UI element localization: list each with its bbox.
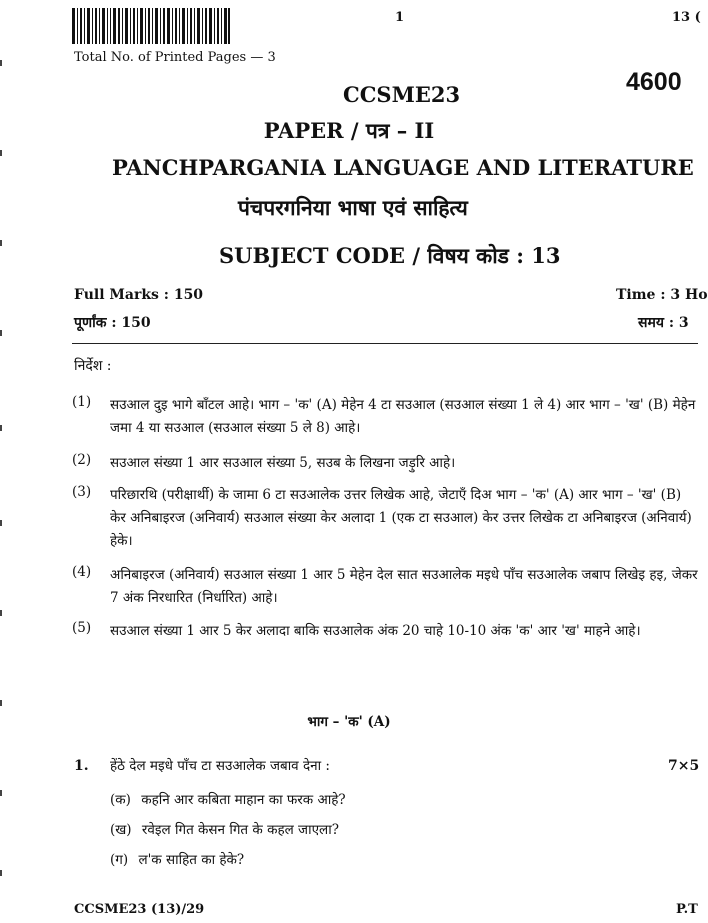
instruction-text: अनिबाइरज (अनिवार्य) सउआल संख्या 1 आर 5 मेहेन देल सात सउआलेक मइधे पाँच सउआलेक जबाप लिखेइ हइ, जेकर 7 अंक निरधारित (निर्धारित) आहे। [110,567,698,606]
sub-question-label: (क) [110,792,131,808]
sub-question-text: कहनि आर कबिता माहान का फरक आहे? [141,792,346,808]
footer-code: CCSME23 (13)/29 [74,902,205,917]
footer-pto: P.T [676,902,698,917]
subject-code: SUBJECT CODE / विषय कोड : 13 [219,243,561,268]
instructions-heading: निर्देश : [74,358,112,374]
instruction-number: (4) [72,564,92,580]
barcode [72,8,230,44]
sub-question-text: रवेइल गित केसन गित के कहल जाएला? [141,822,339,838]
page-code-top-right: 13 ( [672,10,701,25]
instruction-number: (1) [72,394,92,410]
instruction-number: (2) [72,452,92,468]
serial-number: 4600 [626,68,682,96]
instruction-text: परिछारथि (परीक्षार्थी) के जामा 6 टा सउआलेक उत्तर लिखेक आहे, जेटाएँ दिअ भाग – 'क' (A) आर भाग – 'ख' (B) केर अनिबाइरज (अनिवार्य) सउआल संख्या केर अलादा 1 (एक टा सउआल) केर उत्तर लिखेक टा अनिबाइरज (अनिवार्य) हेके। [110,487,692,549]
sub-question [110,820,339,838]
paper-title: PAPER / पत्र – II [263,118,435,143]
question-number: 1. [74,758,89,774]
printed-pages-note: Total No. of Printed Pages — 3 [74,50,276,65]
sub-question-label: (ख) [110,822,132,838]
subject-title-hindi: पंचपरगनिया भाषा एवं साहित्य [238,195,468,220]
sub-question-text: ल'क साहित का हेके? [138,852,245,868]
divider-rule [72,343,698,344]
question-text: हेंठे देल मइधे पाँच टा सउआलेक जबाव देना : [110,758,330,774]
section-heading: भाग – 'क' (A) [307,714,391,730]
instruction-text: सउआल संख्या 1 आर सउआल संख्या 5, सउब के लिखना जड़ुरि आहे। [110,455,456,471]
full-marks-hindi: पूर्णांक : 150 [74,315,151,331]
instruction-text: सउआल दुइ भागे बाँटल आहे। भाग – 'क' (A) मेहेन 4 टा सउआल (सउआल संख्या 1 ले 4) आर भाग – 'ख' (B) मेहेन जमा 4 या सउआल (सउआल संख्या 5 ले 8) आहे। [110,397,696,436]
sub-question [110,850,244,868]
question-marks: 7×5 [668,758,700,774]
instruction-number: (3) [72,484,92,500]
course-code: CCSME23 [343,82,461,107]
instruction-number: (5) [72,620,92,636]
sub-question [110,790,346,808]
sub-question-label: (ग) [110,852,129,868]
page-number: 1 [395,10,405,25]
full-marks-english: Full Marks : 150 [74,287,204,303]
time-english: Time : 3 Ho [616,287,708,303]
instruction-text: सउआल संख्या 1 आर 5 केर अलादा बाकि सउआलेक अंक 20 चाहे 10-10 अंक 'क' आर 'ख' माहने आहे। [110,623,641,639]
subject-title-english: PANCHPARGANIA LANGUAGE AND LITERATURE [112,155,694,180]
time-hindi: समय : 3 [638,315,689,331]
